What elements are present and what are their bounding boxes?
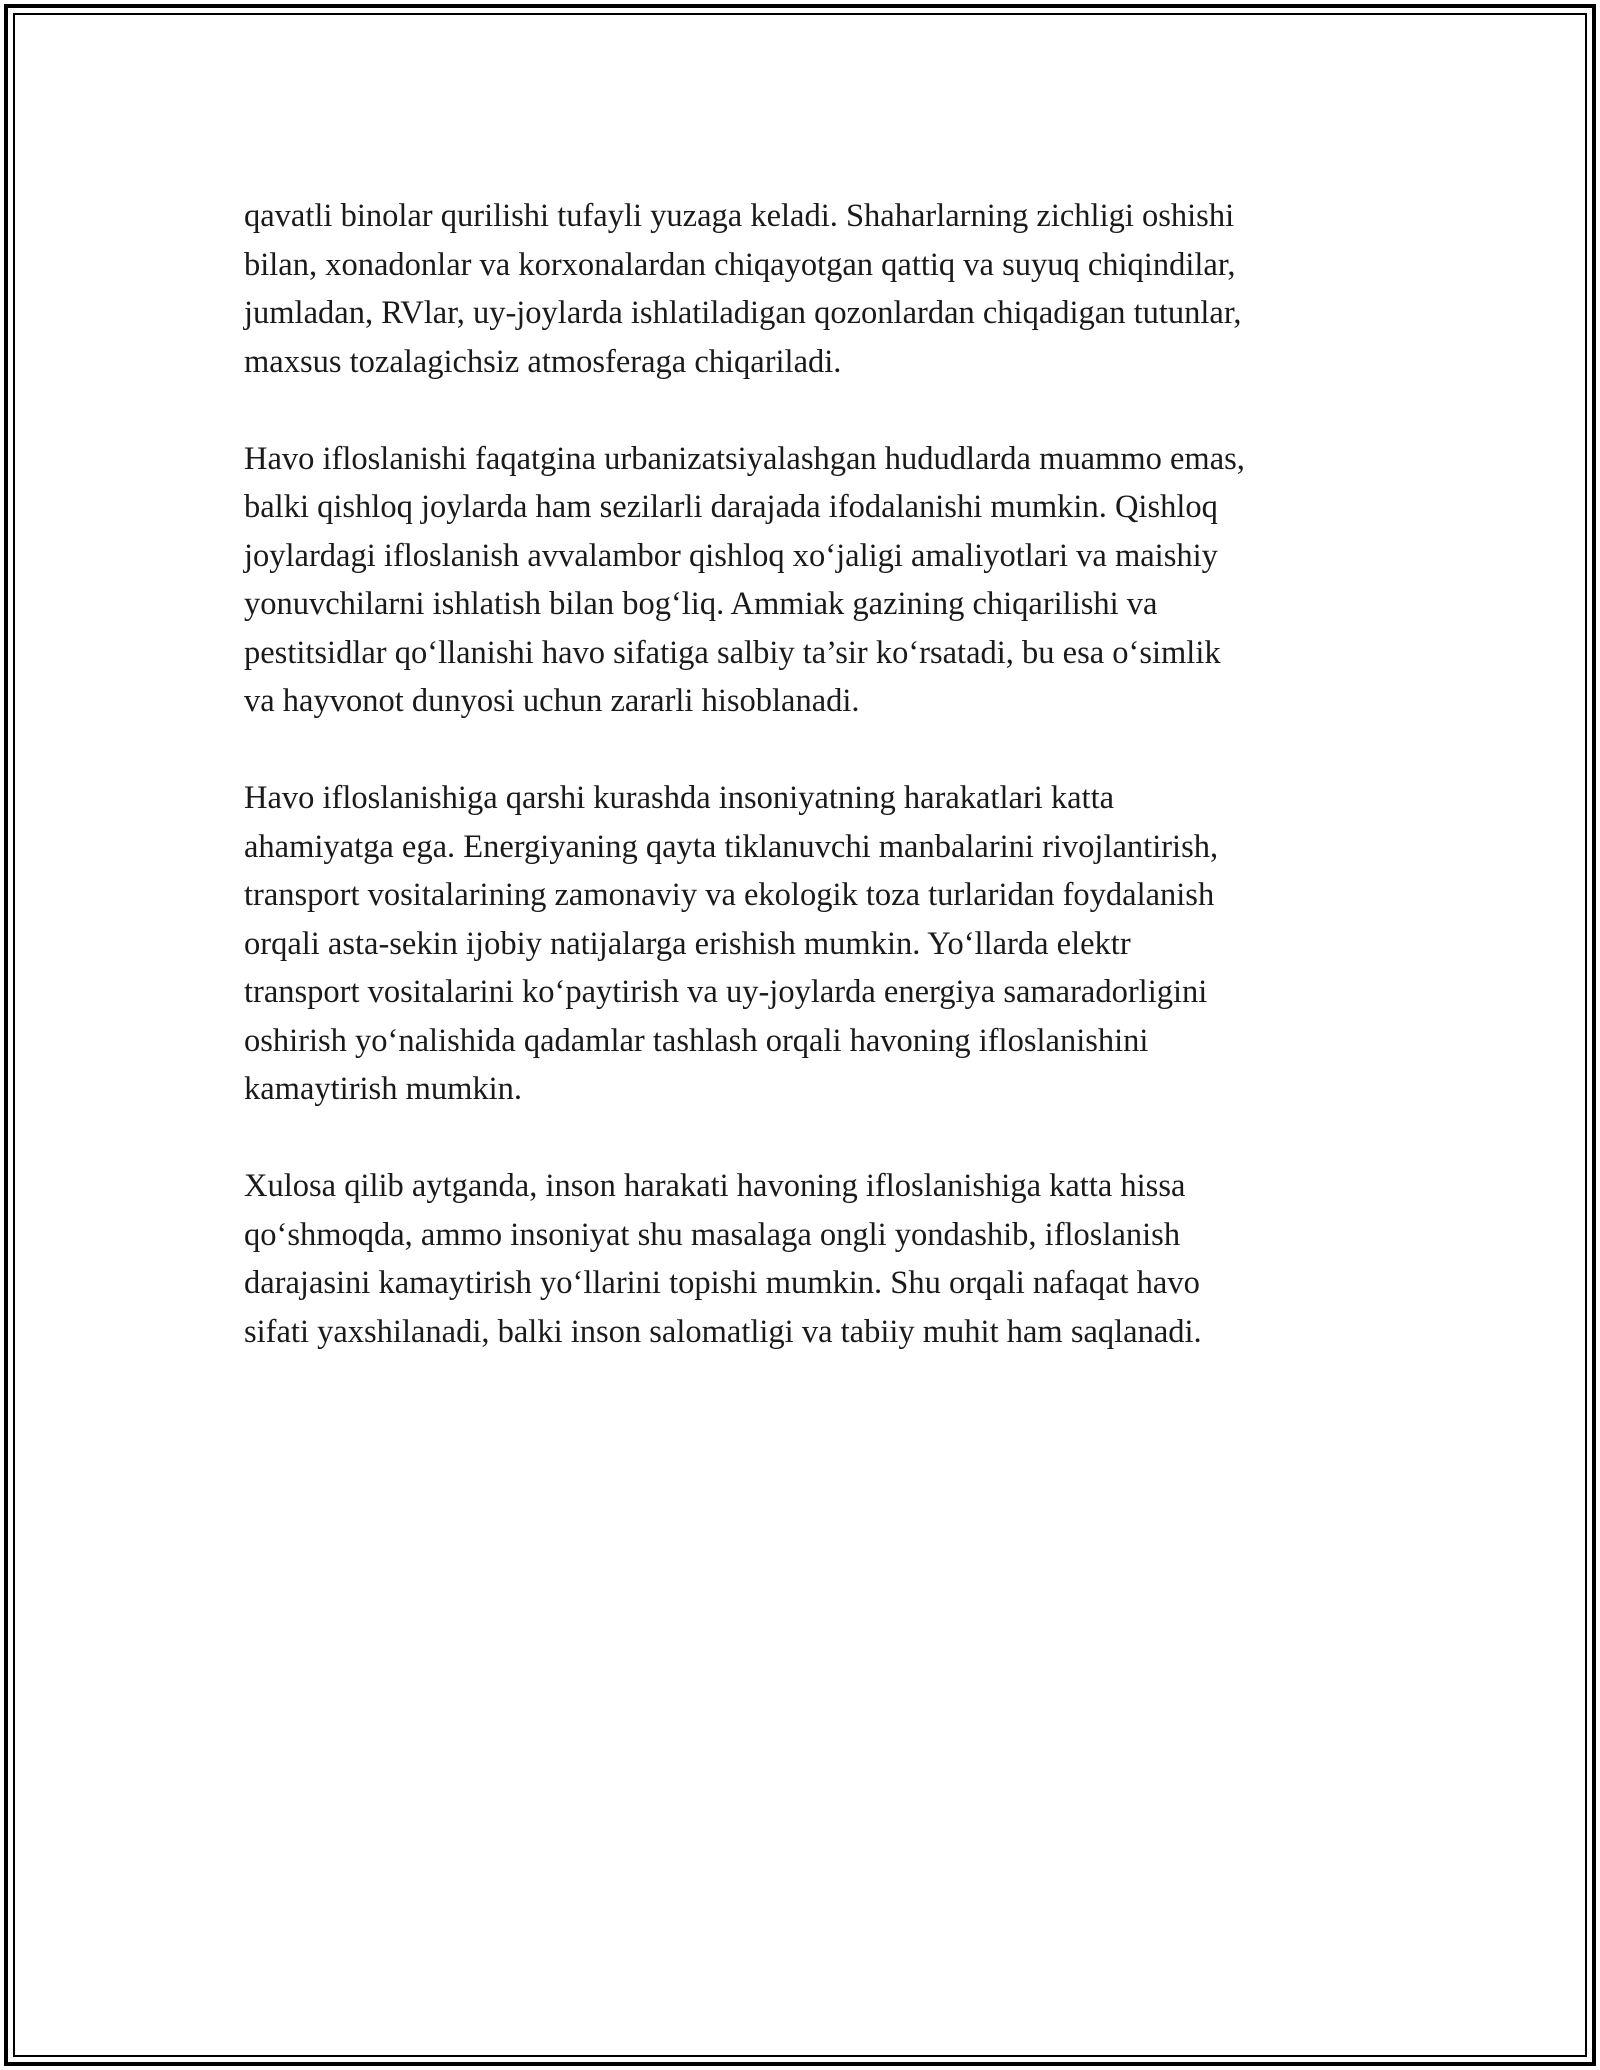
text-line: va hayvonot dunyosi uchun zararli hisoblanadi. xyxy=(244,683,860,719)
text-line: balki qishloq joylarda ham sezilarli darajada ifodalanishi mumkin. Qishloq xyxy=(244,489,1218,525)
text-line: jumladan, RVlar, uy-joylarda ishlatiladigan qozonlardan chiqadigan tutunlar, xyxy=(244,295,1242,331)
page-border xyxy=(4,4,1596,2066)
text-line: joylardagi ifloslanish avvalambor qishloq xo‘jaligi amaliyotlari va maishiy xyxy=(244,537,1218,574)
text-line: pestitsidlar qo‘llanishi havo sifatiga salbiy ta’sir ko‘rsatadi, bu esa o‘simlik xyxy=(244,634,1221,671)
text-line: maxsus tozalagichsiz atmosferaga chiqariladi. xyxy=(244,343,842,380)
text-line: transport vositalarini ko‘paytirish va uy-joylarda energiya samaradorligini xyxy=(244,974,1208,1010)
paragraph-4 xyxy=(244,1162,1404,1356)
text-line: Havo ifloslanishiga qarshi kurashda insoniyatning harakatlari katta xyxy=(244,780,1115,816)
text-line: bilan, xonadonlar va korxonalardan chiqayotgan qattiq va suyuq chiqindilar, xyxy=(244,246,1236,283)
text-line: transport vositalarining zamonaviy va ekologik toza turlaridan foydalanish xyxy=(244,877,1215,913)
text-line: Havo ifloslanishi faqatgina urbanizatsiyalashgan hududlarda muammo emas, xyxy=(244,440,1245,477)
text-line: oshirish yo‘nalishida qadamlar tashlash orqali havoning ifloslanishini xyxy=(244,1022,1149,1059)
document-body xyxy=(244,192,1404,1405)
text-line: qo‘shmoqda, ammo insoniyat shu masalaga ongli yondashib, ifloslanish xyxy=(244,1216,1181,1253)
text-line: sifati yaxshilanadi, balki inson salomatligi va tabiiy muhit ham saqlanadi. xyxy=(244,1313,1202,1350)
paragraph-2 xyxy=(244,435,1404,726)
text-line: orqali asta-sekin ijobiy natijalarga erishish mumkin. Yo‘llarda elektr xyxy=(244,925,1131,962)
text-line: kamaytirish mumkin. xyxy=(244,1071,523,1107)
text-line: yonuvchilarni ishlatish bilan bog‘liq. Ammiak gazining chiqarilishi va xyxy=(244,586,1158,622)
text-line: darajasini kamaytirish yo‘llarini topishi mumkin. Shu orqali nafaqat havo xyxy=(244,1265,1200,1301)
text-line: Xulosa qilib aytganda, inson harakati havoning ifloslanishiga katta hissa xyxy=(244,1168,1186,1204)
paragraph-1 xyxy=(244,192,1404,386)
text-line: qavatli binolar qurilishi tufayli yuzaga keladi. Shaharlarning zichligi oshishi xyxy=(244,198,1235,234)
paragraph-3 xyxy=(244,774,1404,1114)
text-line: ahamiyatga ega. Energiyaning qayta tiklanuvchi manbalarini rivojlantirish, xyxy=(244,828,1219,865)
